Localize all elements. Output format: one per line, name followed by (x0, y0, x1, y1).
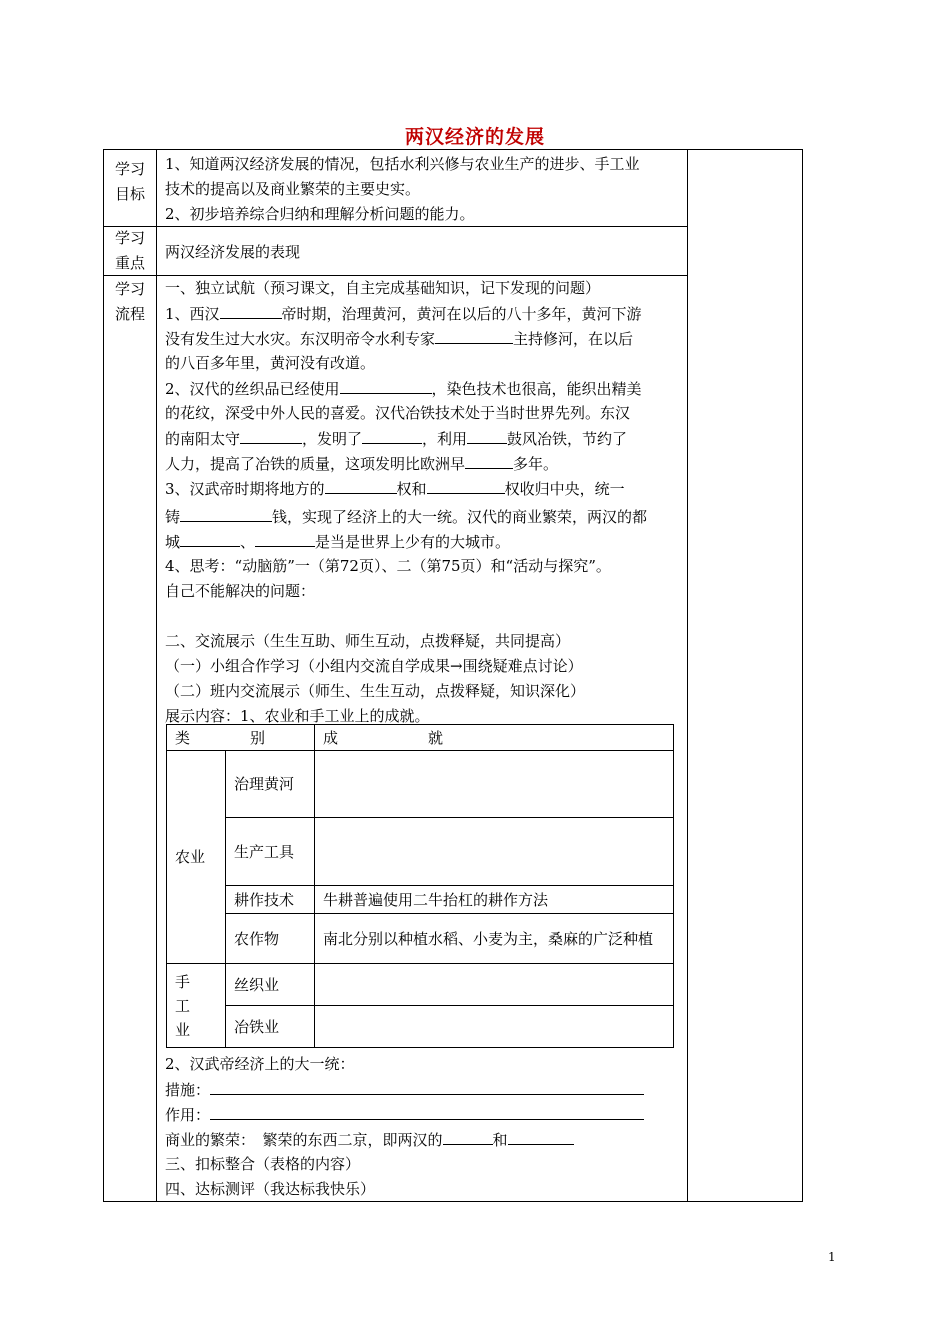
blank[interactable] (340, 376, 432, 394)
achievement-cell: 南北分别以种植水稻、小麦为主，桑麻的广泛种植 (315, 914, 674, 964)
blank[interactable] (325, 476, 397, 494)
header-achievement: 成 就 (315, 725, 674, 751)
process-content-after: 2、汉武帝经济上的大一统： 措施： 作用： 商业的繁荣： 繁荣的东西二京，即两汉的 和 三、扣标整合（表格的内容） 四、达标测评（我达标我快乐） (165, 1052, 687, 1202)
blank[interactable] (362, 426, 422, 444)
subcategory: 冶铁业 (226, 1006, 315, 1048)
header-category: 类 别 (167, 725, 315, 751)
study-plan-table (103, 149, 803, 1202)
blank[interactable] (180, 529, 240, 547)
blank[interactable] (180, 504, 272, 522)
subcategory: 生产工具 (226, 818, 315, 886)
subcategory: 耕作技术 (226, 886, 315, 914)
blank[interactable] (465, 451, 513, 469)
focus-content: 两汉经济发展的表现 (165, 243, 301, 261)
question-4: 4、思考：“动脑筋”一（第72页）、二（第75页）和“活动与探究”。 (165, 557, 611, 575)
section-4-heading: 四、达标测评（我达标我快乐） (165, 1180, 376, 1198)
subcategory: 农作物 (226, 914, 315, 964)
achievement-cell[interactable] (315, 751, 674, 818)
focus-label: 学习 重点 (114, 229, 145, 272)
document-title: 两汉经济的发展 (404, 126, 545, 148)
process-content: 一、独立试航（预习课文，自主完成基础知识，记下发现的问题） 1、西汉 帝时期，治理黄河，黄河在以后的八十多年，黄河下游 没有发生过大水灾。东汉明帝令水利专家 主持修河，在以后 的八百多年里，黄河没有改道。 2、汉代的丝织品已经使用 ，染色技术也很高，能织出精美 的花纹，深受中外人民的喜爱。汉代冶铁技术处于当时世界先列。东汉 的南阳太守 ，发明了 ，利用 鼓风冶铁，节约了 人力，提高了冶铁的质量，这项发明比欧洲早 多年。 3、汉武帝时期将地方的 权和 权收归中央，统一 铸 钱，实现了经济上的大一统。汉代的商业繁荣，两汉的都 城 、 是当是世界上少有的大城市。 4、思考：“动脑筋”一（第72页）、二（第75页）和“活动与探究”。 自己不能解决的问题： 二、交流展示（生生互助、师生互动，点拨释疑，共同提高） （一）小组合作学习（小组内交流自学成果→围绕疑难点讨论） （二）班内交流展示（师生、生生互动，点拨释疑，知识深化） 展示内容：1、农业和手工业上的成就。 (165, 276, 687, 729)
question-3: 3、汉武帝时期将地方的 权和 权收归中央，统一 (165, 476, 687, 501)
subcategory: 治理黄河 (226, 751, 315, 818)
blank[interactable] (220, 301, 282, 319)
blank[interactable] (427, 476, 505, 494)
goals-label: 学习 目标 (114, 160, 145, 203)
section-2-heading: 二、交流展示（生生互助、师生互动，点拨释疑，共同提高） (165, 632, 571, 650)
category-agriculture: 农业 (167, 751, 226, 964)
blank[interactable] (240, 426, 302, 444)
question-2: 2、汉代的丝织品已经使用 ，染色技术也很高，能织出精美 (165, 376, 687, 401)
section-1-heading: 一、独立试航（预习课文，自主完成基础知识，记下发现的问题） (165, 279, 601, 297)
achievement-table (166, 724, 674, 1048)
process-label: 学习 流程 (114, 280, 145, 323)
effect-blank[interactable] (210, 1102, 644, 1120)
measures-blank[interactable] (210, 1077, 644, 1095)
blank[interactable] (508, 1127, 574, 1145)
category-handicraft: 手 工 业 (167, 964, 226, 1048)
achievement-cell[interactable] (315, 964, 674, 1006)
blank[interactable] (255, 529, 315, 547)
blank[interactable] (435, 326, 513, 344)
question-1: 1、西汉 帝时期，治理黄河，黄河在以后的八十多年，黄河下游 (165, 301, 687, 326)
column-divider (156, 150, 157, 1201)
achievement-cell[interactable] (315, 1006, 674, 1048)
blank[interactable] (443, 1127, 493, 1145)
column-divider (687, 150, 688, 1201)
achievement-cell[interactable] (315, 818, 674, 886)
achievement-cell: 牛耕普遍使用二牛抬杠的耕作方法 (315, 886, 674, 914)
subcategory: 丝织业 (226, 964, 315, 1006)
page-number: 1 (828, 1250, 836, 1264)
blank[interactable] (467, 426, 507, 444)
section-3-heading: 三、扣标整合（表格的内容） (165, 1155, 361, 1173)
goals-content: 1、知道两汉经济发展的情况，包括水利兴修与农业生产的进步、手工业 技术的提高以及商业繁荣的主要史实。 2、初步培养综合归纳和理解分析问题的能力。 (165, 155, 640, 223)
